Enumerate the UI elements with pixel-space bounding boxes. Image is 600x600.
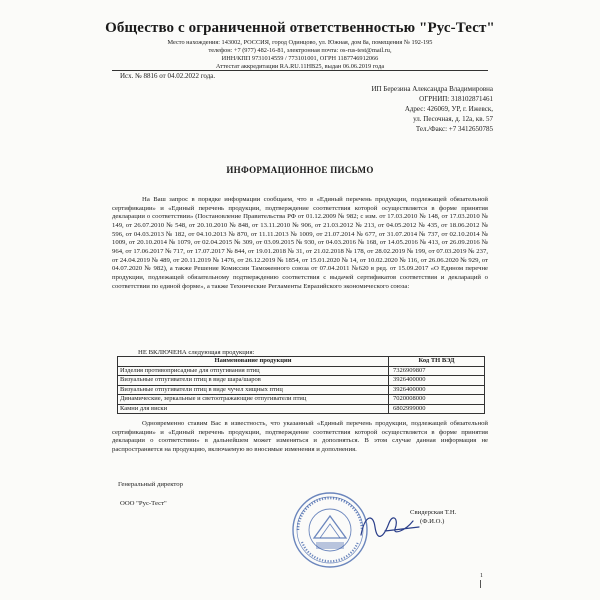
org-location: Место нахождения: 143002, РОССИЯ, город Одинцово, ул. Южная, дом 8а, помещения № 192-195 — [167, 39, 433, 46]
signatory-name: Свидерская Т.Н. — [410, 509, 457, 516]
body-paragraph-2 — [112, 420, 488, 455]
body-paragraph-1-text: На Ваш запрос в порядке информации сообщаем, что в «Единый перечень продукции, подлежащей обязательной сертификации» и «Единый перечень продукции, подтверждение соответствия которой осуществляется в форме принятия декларации о соответствии» (Постановление Правительства РФ от 01.12.2009 № 982; с изм. от 17.03.2010 № 148, от 17.03.2010 № 149, от 26.07.2010 № 548, от 20.10.2010 № 848, от 13.11.2010 № 906, от 21.03.2012 № 213, от 04.05.2012 № 435, от 18.06.2012 № 596, от 04.03.2013 № 182, от 04.10.2013 № 870, от 11.11.2013 № 1009, от 21.07.2014 № 677, от 31.07.2014 № 737, от 02.10.2014 № 1009, от 20.10.2014 № 1079, от 02.04.2015 № 309, от 03.09.2015 № 930, от 04.03.2016 № 168, от 14.05.2016 № 413, от 26.09.2016 № 964, от 17.06.2017 № 717, от 17.07.2017 № 844, от 19.01.2018 № 31, от 21.02.2018 № 178, от 28.02.2019 № 199, от 07.03.2019 № 237, от 24.04.2019 № 489, от 20.11.2019 № 1476, от 26.12.2019 № 1854, от 15.01.2020 № 14, от 10.02.2020 № 116, от 26.06.2020 № 929, от 04.07.2020 № 982), а также Решение Комиссии Таможенного союза от 07.04.2011 №620 в ред. от 15.09.2017 «О Едином перечне продукции, подлежащей обязательному подтверждению соответствия с выдачей сертификатов соответствия и деклараций о соответствии по единой форме», а также Технические Регламенты Евразийского экономического союза: — [112, 196, 488, 290]
header-hs-code: Код ТН ВЭД — [389, 357, 485, 367]
org-accreditation: Аттестат аккредитации RA.RU.11НВ25, выдан 06.06.2019 года — [215, 63, 385, 70]
table-row — [118, 376, 485, 386]
binder-mark — [480, 580, 488, 588]
not-included-label: НЕ ВКЛЮЧЕНА следующая продукция: — [138, 349, 255, 356]
org-contacts: телефон: +7 (977) 482-16-81, электронная почта: os-rus-test@mail.ru, — [208, 47, 392, 54]
org-name: Общество с ограниченной ответственностью "Рус-Тест" — [105, 20, 495, 36]
table-header-row — [118, 357, 485, 367]
header-product-name: Наименование продукции — [118, 357, 389, 367]
header-divider — [112, 70, 488, 71]
signatory-name-hint: (Ф.И.О.) — [420, 518, 445, 525]
signatory-position: Генеральный директор — [118, 481, 183, 488]
outgoing-reference: Исх. № 8816 от 04.02.2022 года. — [120, 72, 216, 80]
product-name: Изделия противоприсадные для отпугивания птиц — [118, 366, 389, 376]
addressee-address-1: Адрес: 426069, УР, г. Ижевск, — [404, 105, 493, 113]
table-row — [118, 395, 485, 405]
letter-title: ИНФОРМАЦИОННОЕ ПИСЬМО — [226, 165, 374, 175]
hs-code: 7020008000 — [389, 395, 485, 405]
product-name: Камни для виски — [118, 404, 389, 414]
table-row — [118, 366, 485, 376]
product-name: Визуальные отпугиватели птиц в виде шара/шаров — [118, 376, 389, 386]
table-row — [118, 404, 485, 414]
product-table — [117, 356, 485, 414]
hs-code: 3926400000 — [389, 385, 485, 395]
body-paragraph-2-text: Одновременно ставим Вас в известность, что указанный «Единый перечень продукции, подлежащей обязательной сертификации» и «Единый перечень продукции, подтверждение соответствия которой осуществляется в форме принятия декларации о соответствии» в дальнейшем может изменяться и дополняться. В этом случае данная информация не распространяется на продукцию, включаемую во вносимые изменения и дополнения. — [112, 420, 488, 453]
addressee-address-2: ул. Песочная, д. 12а, кв. 57 — [413, 115, 493, 123]
body-paragraph-1 — [112, 196, 488, 291]
signatory-org: ООО "Рус-Тест" — [120, 500, 167, 507]
table-row — [118, 385, 485, 395]
addressee-name: ИП Березина Александра Владимировна — [371, 85, 493, 93]
product-name: Динамические, зеркальные и светоотражающие отпугиватели птиц — [118, 395, 389, 405]
hs-code: 6802999000 — [389, 404, 485, 414]
product-name: Визуальные отпугиватели птиц в виде чучел хищных птиц — [118, 385, 389, 395]
hs-code: 7326909807 — [389, 366, 485, 376]
hs-code: 3926400000 — [389, 376, 485, 386]
addressee-ogrnip: ОГРНИП: 318102871461 — [419, 95, 493, 103]
org-ids: ИНН/КПП 9731014559 / 773101001, ОГРН 1187746912066 — [221, 55, 379, 62]
addressee-phone: Тел./Факс: +7 3412650785 — [415, 125, 493, 133]
page-number: 1 — [480, 573, 483, 579]
